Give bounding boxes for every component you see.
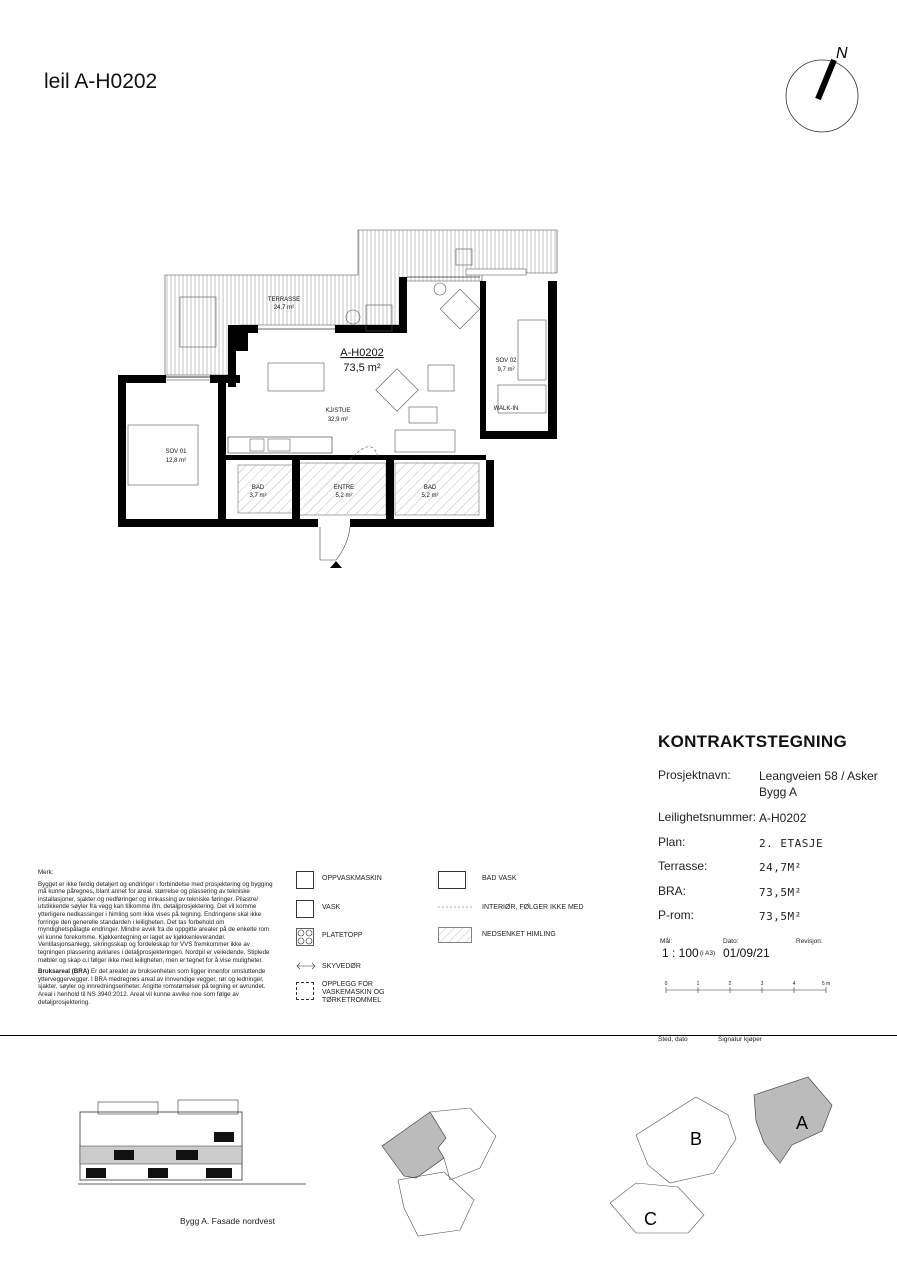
sink-icon: [296, 900, 314, 918]
room-name: SOV 02: [495, 358, 517, 364]
date-label: Dato:: [723, 938, 739, 945]
legend-interior: INTERIØR, FØLGER IKKE MED: [482, 904, 584, 911]
unit-number-label: Leilighetsnummer:: [658, 810, 757, 824]
bra-label: BRA:: [658, 884, 687, 898]
plan-label: Plan:: [658, 835, 686, 849]
building-label-a: A: [796, 1113, 809, 1133]
room-name: ENTRE: [333, 485, 355, 491]
legend-dishwasher: OPPVASKMASKIN: [322, 875, 382, 882]
building-label-c: C: [644, 1209, 657, 1229]
legend-bath-sink: BAD VASK: [482, 875, 517, 882]
north-label: N: [836, 45, 848, 62]
cooktop-icon: [296, 928, 314, 946]
bra-body: Er det arealet av bruksenheten som ligger innenfor omsluttende ytterveggervegger. I BRA medregnes areal av innvendige vegger, rør og ledninger, sjakter, søyler og innredningsenheter. Angitte romstørrelser på tegning er avrundet. Areal i henhold til NS 3940:2012. Areal vil kunne avvike noe som følge av detaljprosjektering.: [38, 968, 266, 1006]
fasade-caption: Bygg A. Fasade nordvest: [180, 1216, 275, 1226]
project-value: Leangveien 58 / Asker Bygg A: [759, 769, 878, 799]
key-plan: [378, 1108, 503, 1243]
scale-tick: 5 m: [821, 981, 831, 987]
lowered-ceiling-bad1: [238, 465, 298, 513]
room-area: 32,9 m²: [327, 417, 349, 423]
interior-dashed-line: [438, 904, 472, 910]
project-label: Prosjektnavn:: [658, 768, 731, 782]
room-area: 9,7 m²: [497, 367, 515, 373]
room-area: 5,2 m²: [421, 493, 439, 499]
scale-tick: 3: [760, 981, 764, 987]
signatur-label: Signatur kjøper: [718, 1036, 763, 1043]
room-name: TERRASSE: [267, 297, 301, 303]
scale-tick: 1: [696, 981, 700, 987]
lowered-ceiling-icon: [438, 927, 472, 943]
notes-block: [38, 869, 274, 1010]
room-name: BAD: [251, 485, 265, 491]
dishwasher-icon: [296, 871, 314, 889]
legend-washer-hookup: OPPLEGG FOR VASKEMASKIN OG TØRKETROMMEL: [322, 981, 385, 1004]
sliding-door-icon: [296, 962, 316, 970]
room-name: WALK-IN: [493, 406, 519, 412]
terrace-label: Terrasse:: [658, 859, 708, 873]
floor-plan: [110, 225, 570, 575]
scale-tick: 0: [664, 981, 668, 987]
prom-label: P-rom:: [658, 908, 694, 922]
legend-lowered-ceiling: NEDSENKET HIMLING: [482, 931, 556, 938]
revision-label: Revisjon:: [796, 938, 823, 945]
scale-bar: [660, 978, 840, 996]
building-label-b: B: [690, 1129, 703, 1149]
room-name: SOV 01: [165, 449, 187, 455]
north-arrow-icon: [782, 44, 862, 136]
legend-sink: VASK: [322, 904, 341, 911]
contract-title: KONTRAKTSTEGNING: [658, 732, 847, 751]
paper-size: (i A3): [700, 950, 716, 957]
room-area: 3,7 m²: [249, 493, 267, 499]
room-name: BAD: [423, 485, 437, 491]
unit-area: 73,5 m²: [343, 362, 381, 374]
site-plan: [596, 1075, 866, 1235]
legend-cooktop: PLATETOPP: [322, 932, 363, 939]
bath-sink-icon: [438, 871, 466, 889]
bra-term: Bruksareal (BRA): [38, 968, 90, 976]
unit-number-value: A-H0202: [759, 811, 807, 825]
notes-body: Bygget er ikke ferdig detaljert og endringer i forbindelse med prosjektering og bygging må kunne påregnes, blant annet for areal, størrelse og plassering av tekniske installasjoner, sjakter og nedføringer og innkassing av tekniske føringer. Pilastre/ utstikkende søyler fra vegg kan tilkomme ifm. detaljprosjektering. Det vil komme ytterligere nedkassinger i himling som ikke vises på tegning. Endringene skal ikke forringe den generelle standarden i leiligheten. Det tas forbehold om myndighetspålagte endringer. Mindre avvik fra de oppgitte arealer på de enkelte rom vil kunne forekomme. Kjøkkentegning er laget av kjøkkenleverandør. Ventilasjonsanlegg, sikringsskap og fordeleskap for VVS fremkommer ikke av tegningen plassering avklares i detaljprosjekteringen. Nordpil er veiledende. Stiplede møbler og skap o.l følger ikke med leiligheten, men er tegnet for å vise muligheter.: [38, 880, 273, 964]
date-value: 01/09/21: [723, 946, 770, 960]
scale-tick: 4: [792, 981, 796, 987]
room-area: 5,2 m²: [335, 493, 353, 499]
terrace-value: 24,7M²: [759, 861, 802, 874]
lowered-ceiling-bad2: [395, 463, 479, 515]
room-name: KJ/STUE: [325, 408, 351, 414]
room-area: 12,8 m²: [165, 458, 187, 464]
legend-sliding-door: SKYVEDØR: [322, 963, 361, 970]
sted-label: Sted, dato: [658, 1036, 688, 1043]
notes-heading: Merk:: [38, 869, 54, 876]
room-area: 24,7 m²: [273, 305, 295, 311]
plan-value: 2. ETASJE: [759, 837, 824, 850]
mal-label: Mål:: [660, 938, 673, 945]
bra-value: 73,5M²: [759, 886, 802, 899]
facade-drawing: [78, 1098, 308, 1190]
scale-value: 1 : 100: [662, 946, 699, 960]
prom-value: 73,5M²: [759, 910, 802, 923]
divider: [0, 1035, 897, 1036]
scale-tick: 2: [728, 981, 732, 987]
washer-hookup-icon: [296, 982, 314, 1000]
page-title: leil A-H0202: [44, 70, 158, 93]
unit-label: A-H0202: [340, 347, 384, 359]
